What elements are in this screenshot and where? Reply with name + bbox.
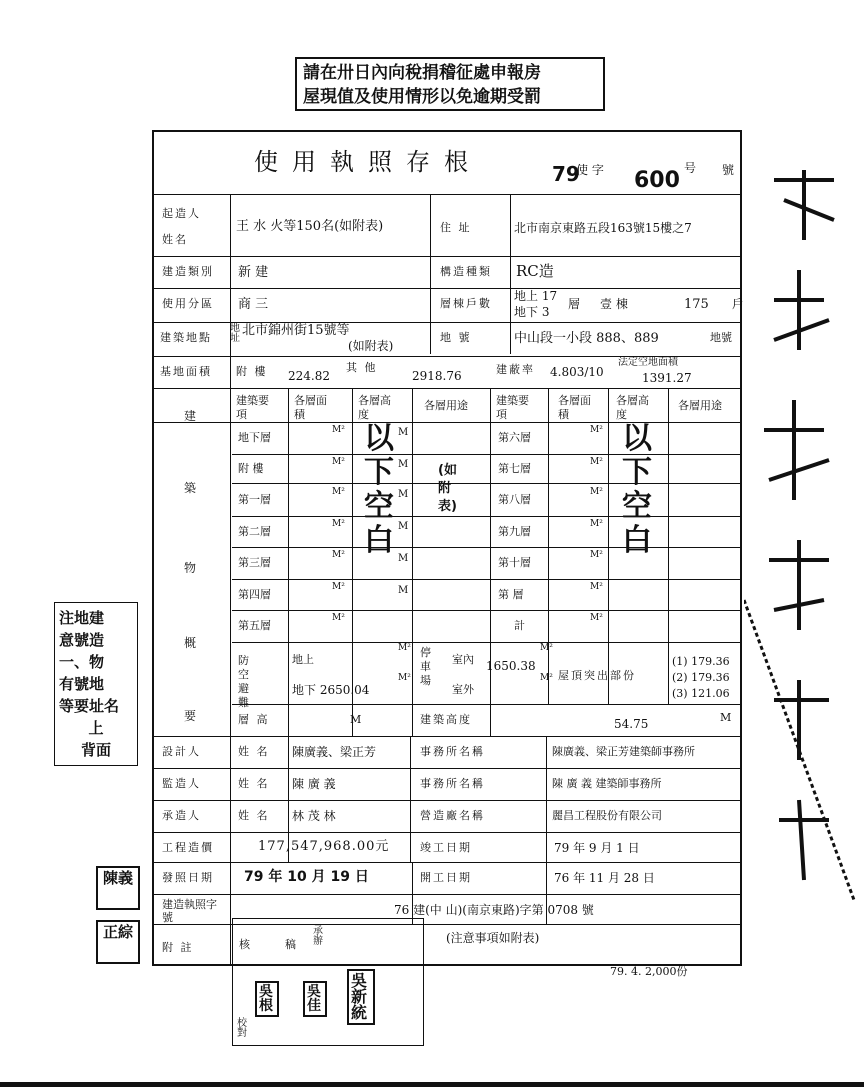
- stamp-check-label: 核: [239, 938, 250, 951]
- margin-note-line-5: 等要址名: [59, 697, 120, 715]
- permit-number: 600: [634, 168, 680, 193]
- summary-header-height-left: 各層高度: [358, 394, 391, 421]
- print-code: 79. 4. 2,000份: [610, 965, 688, 978]
- start-date-value: 76 年 11 月 28 日: [554, 871, 655, 885]
- remarks-value: (注意事項如附表): [446, 931, 540, 945]
- summary-header-area-left: 各層面積: [294, 394, 327, 421]
- issue-date-value: 79 年 10 月 19 日: [244, 869, 369, 885]
- stamp-handler-label: 承辦: [313, 926, 323, 947]
- contractor-company: 麗昌工程股份有限公司: [552, 809, 662, 822]
- contractor-company-label: 營造廠名稱: [420, 809, 485, 822]
- margin-note-line-4: 有號地: [59, 675, 105, 693]
- height-unit-mark: M: [398, 585, 409, 596]
- floors-label: 層棟戶數: [440, 297, 492, 310]
- summary-header-use-right: 各層用途: [678, 399, 722, 412]
- floor-1: 第一層: [238, 493, 271, 506]
- site-addr-tag: 地址: [230, 323, 240, 344]
- height-unit-mark: M: [398, 489, 409, 500]
- summary-header-height-right: 各層高度: [616, 394, 649, 421]
- unit-mark: M²: [332, 613, 345, 623]
- floor-height-label: 層 高: [238, 713, 270, 726]
- permit-form: [152, 130, 745, 966]
- shelter-label: 防空避難: [238, 654, 251, 709]
- site-label: 建築地點: [160, 331, 212, 344]
- applicant-label: 起造人: [162, 207, 201, 220]
- floors-unit: 層: [568, 297, 581, 311]
- unit-count: 175: [684, 297, 709, 312]
- roof-label: 屋頂突出部份: [558, 669, 636, 682]
- side-label-3: 物: [184, 561, 197, 575]
- unit-mark: M²: [332, 582, 345, 592]
- side-label-4: 概: [184, 636, 197, 650]
- permit-no-label: 建造執照字號: [162, 898, 217, 924]
- shelter-below: 地下 2650.04: [292, 683, 370, 697]
- unit-mark: M²: [398, 673, 411, 683]
- floor-6: 第六層: [498, 431, 531, 444]
- height-unit-mark: M: [398, 459, 409, 470]
- legal-open-label: 法定空地面積: [618, 357, 678, 368]
- margin-note-line-3: 一、物: [59, 653, 105, 671]
- summary-header-area-right: 各層面積: [558, 394, 591, 421]
- unit-mark: M²: [540, 673, 553, 683]
- zone-value: 商 三: [238, 297, 269, 312]
- form-title: 使用執照存根: [254, 148, 482, 176]
- unit-mark: M²: [590, 519, 603, 529]
- site-area-label: 基地面積: [160, 365, 212, 378]
- contractor-label: 承造人: [162, 809, 201, 822]
- height-unit-mark: M: [720, 711, 732, 724]
- margin-note-line-2: 意號造: [59, 631, 105, 649]
- roof-value-1: (1) 179.36: [672, 655, 730, 668]
- floors-above: 地上 17: [514, 289, 558, 303]
- parking-label: 停車場: [420, 646, 431, 687]
- floor-attached: 附 樓: [238, 462, 264, 475]
- shelter-above: 地上: [292, 653, 314, 666]
- floor-total: 計: [514, 619, 525, 632]
- stamp-draft-label: 稿: [285, 938, 296, 951]
- floors-below: 地下 3: [514, 305, 550, 319]
- tax-notice-stamp: [295, 57, 605, 111]
- margin-note-line-6: 上: [88, 719, 104, 737]
- unit-mark: M²: [590, 457, 603, 467]
- start-date-label: 開工日期: [420, 871, 472, 884]
- completion-label: 竣工日期: [420, 841, 472, 854]
- stamp-name-3: 吳新統: [347, 969, 375, 1025]
- usage-note: (如附表): [438, 463, 457, 514]
- parking-outdoor-label: 室外: [452, 683, 474, 696]
- build-type-value: 新 建: [238, 265, 269, 280]
- address-value: 北市南京東路五段163號15樓之7: [514, 221, 692, 235]
- floor-basement: 地下層: [238, 431, 271, 444]
- unit-mark: M²: [332, 519, 345, 529]
- seal-1: 陳義: [96, 866, 140, 910]
- cost-label: 工程造價: [162, 841, 214, 854]
- address-label: 住 址: [440, 221, 472, 234]
- notice-line-2: 屋現值及使用情形以免逾期受罰: [303, 87, 541, 107]
- stamp-name-1: 吳根: [255, 981, 279, 1017]
- legal-open-value: 1391.27: [642, 371, 692, 385]
- height-unit-mark: M: [398, 521, 409, 532]
- unit-mark: M²: [332, 457, 345, 467]
- stamp-proof-label: 校對: [237, 1018, 247, 1039]
- supervisor-label: 監造人: [162, 777, 201, 790]
- floor-10: 第十層: [498, 556, 531, 569]
- unit-mark: M²: [540, 643, 553, 653]
- unit-mark: M²: [590, 487, 603, 497]
- unit-mark: M²: [332, 487, 345, 497]
- side-label-5: 要: [184, 709, 197, 723]
- applicant-value: 王 水 火等150名(如附表): [236, 219, 384, 234]
- structure-value: RC造: [516, 262, 554, 280]
- floor-2: 第二層: [238, 525, 271, 538]
- permit-no-value: 76 建(中 山)(南京東路)字第 0708 號: [394, 903, 594, 917]
- floor-3: 第三層: [238, 556, 271, 569]
- structure-label: 構造種類: [440, 265, 492, 278]
- coverage-value: 4.803/10: [550, 365, 604, 379]
- approval-stamp-block: [232, 918, 424, 1046]
- margin-note-line-7: 背面: [80, 741, 111, 759]
- supervisor-name: 陳 廣 義: [292, 777, 336, 791]
- bottom-edge: [0, 1082, 864, 1087]
- contractor-name-label: 姓 名: [238, 809, 270, 822]
- roof-value-3: (3) 121.06: [672, 687, 730, 700]
- permit-year: 79: [552, 162, 580, 186]
- lot-label: 地 號: [440, 331, 472, 344]
- designer-name-label: 姓 名: [238, 745, 270, 758]
- building-height-label: 建築高度: [420, 713, 472, 726]
- coverage-label: 建蔽率: [496, 363, 535, 376]
- designer-office-label: 事務所名稱: [420, 745, 485, 758]
- permit-prefix: 使 字: [576, 163, 604, 177]
- roof-value-2: (2) 179.36: [672, 671, 730, 684]
- floor-8: 第八層: [498, 493, 531, 506]
- permit-mark: 号: [684, 161, 697, 175]
- designer-label: 設計人: [162, 745, 201, 758]
- margin-note-line-1: 注地建: [59, 609, 105, 627]
- summary-header-item-left: 建築要項: [236, 394, 269, 421]
- margin-note: [54, 602, 138, 766]
- build-type-label: 建造類別: [162, 265, 214, 278]
- floor-4: 第四層: [238, 588, 271, 601]
- site-address: 北市錦州街15號等: [242, 323, 350, 338]
- other-value: 2918.76: [412, 369, 462, 383]
- supervisor-office-label: 事務所名稱: [420, 777, 485, 790]
- floor-other: 第 層: [498, 588, 524, 601]
- unit-mark: M²: [332, 550, 345, 560]
- applicant-name-label: 姓名: [162, 233, 188, 246]
- unit-mark: 戶: [732, 297, 745, 311]
- stamp-name-2: 吳佳: [303, 981, 327, 1017]
- site-note: (如附表): [348, 339, 394, 353]
- parking-indoor-label: 室內: [452, 653, 474, 666]
- unit-mark: M²: [398, 643, 411, 653]
- seal-2: 正綜: [96, 920, 140, 964]
- cost-value: 177,547,968.00元: [258, 839, 390, 854]
- issue-date-label: 發照日期: [162, 871, 214, 884]
- supervisor-name-label: 姓 名: [238, 777, 270, 790]
- permit-suffix: 號: [722, 163, 735, 177]
- building-count: 壹 棟: [600, 297, 628, 311]
- lot-suffix: 地號: [710, 331, 732, 344]
- right-edge-marks: [744, 160, 862, 920]
- summary-header-item-right: 建築要項: [496, 394, 529, 421]
- remarks-label: 附 註: [162, 941, 194, 954]
- designer-office: 陳廣義、梁正芳建築師事務所: [552, 745, 695, 758]
- designer-name: 陳廣義、梁正芳: [292, 745, 377, 759]
- lot-value: 中山段一小段 888、889: [514, 331, 659, 346]
- supervisor-office: 陳 廣 義 建築師事務所: [552, 777, 662, 790]
- side-label-2: 築: [184, 481, 197, 495]
- notice-line-1: 請在卅日內向稅捐稽征處申報房: [303, 63, 541, 83]
- height-unit-mark: M: [398, 427, 409, 438]
- contractor-name: 林 茂 林: [292, 809, 336, 823]
- height-unit-mark: M: [350, 713, 362, 726]
- attached-label: 附 樓: [236, 365, 268, 378]
- parking-indoor-value: 1650.38: [486, 659, 536, 673]
- summary-header-use-left: 各層用途: [424, 399, 468, 412]
- side-label-1: 建: [184, 409, 197, 423]
- floor-7: 第七層: [498, 462, 531, 475]
- floor-5: 第五層: [238, 619, 271, 632]
- blank-note-right: 以下空白: [622, 421, 652, 558]
- completion-value: 79 年 9 月 1 日: [554, 841, 640, 855]
- unit-mark: M²: [332, 425, 345, 435]
- blank-note-left: 以下空白: [364, 421, 394, 558]
- attached-value: 224.82: [288, 369, 330, 383]
- zone-label: 使用分區: [162, 297, 214, 310]
- building-height-value: 54.75: [614, 717, 649, 731]
- unit-mark: M²: [590, 550, 603, 560]
- other-label: 其 他: [346, 361, 378, 374]
- unit-mark: M²: [590, 613, 603, 623]
- floor-9: 第九層: [498, 525, 531, 538]
- unit-mark: M²: [590, 425, 603, 435]
- unit-mark: M²: [590, 582, 603, 592]
- height-unit-mark: M: [398, 553, 409, 564]
